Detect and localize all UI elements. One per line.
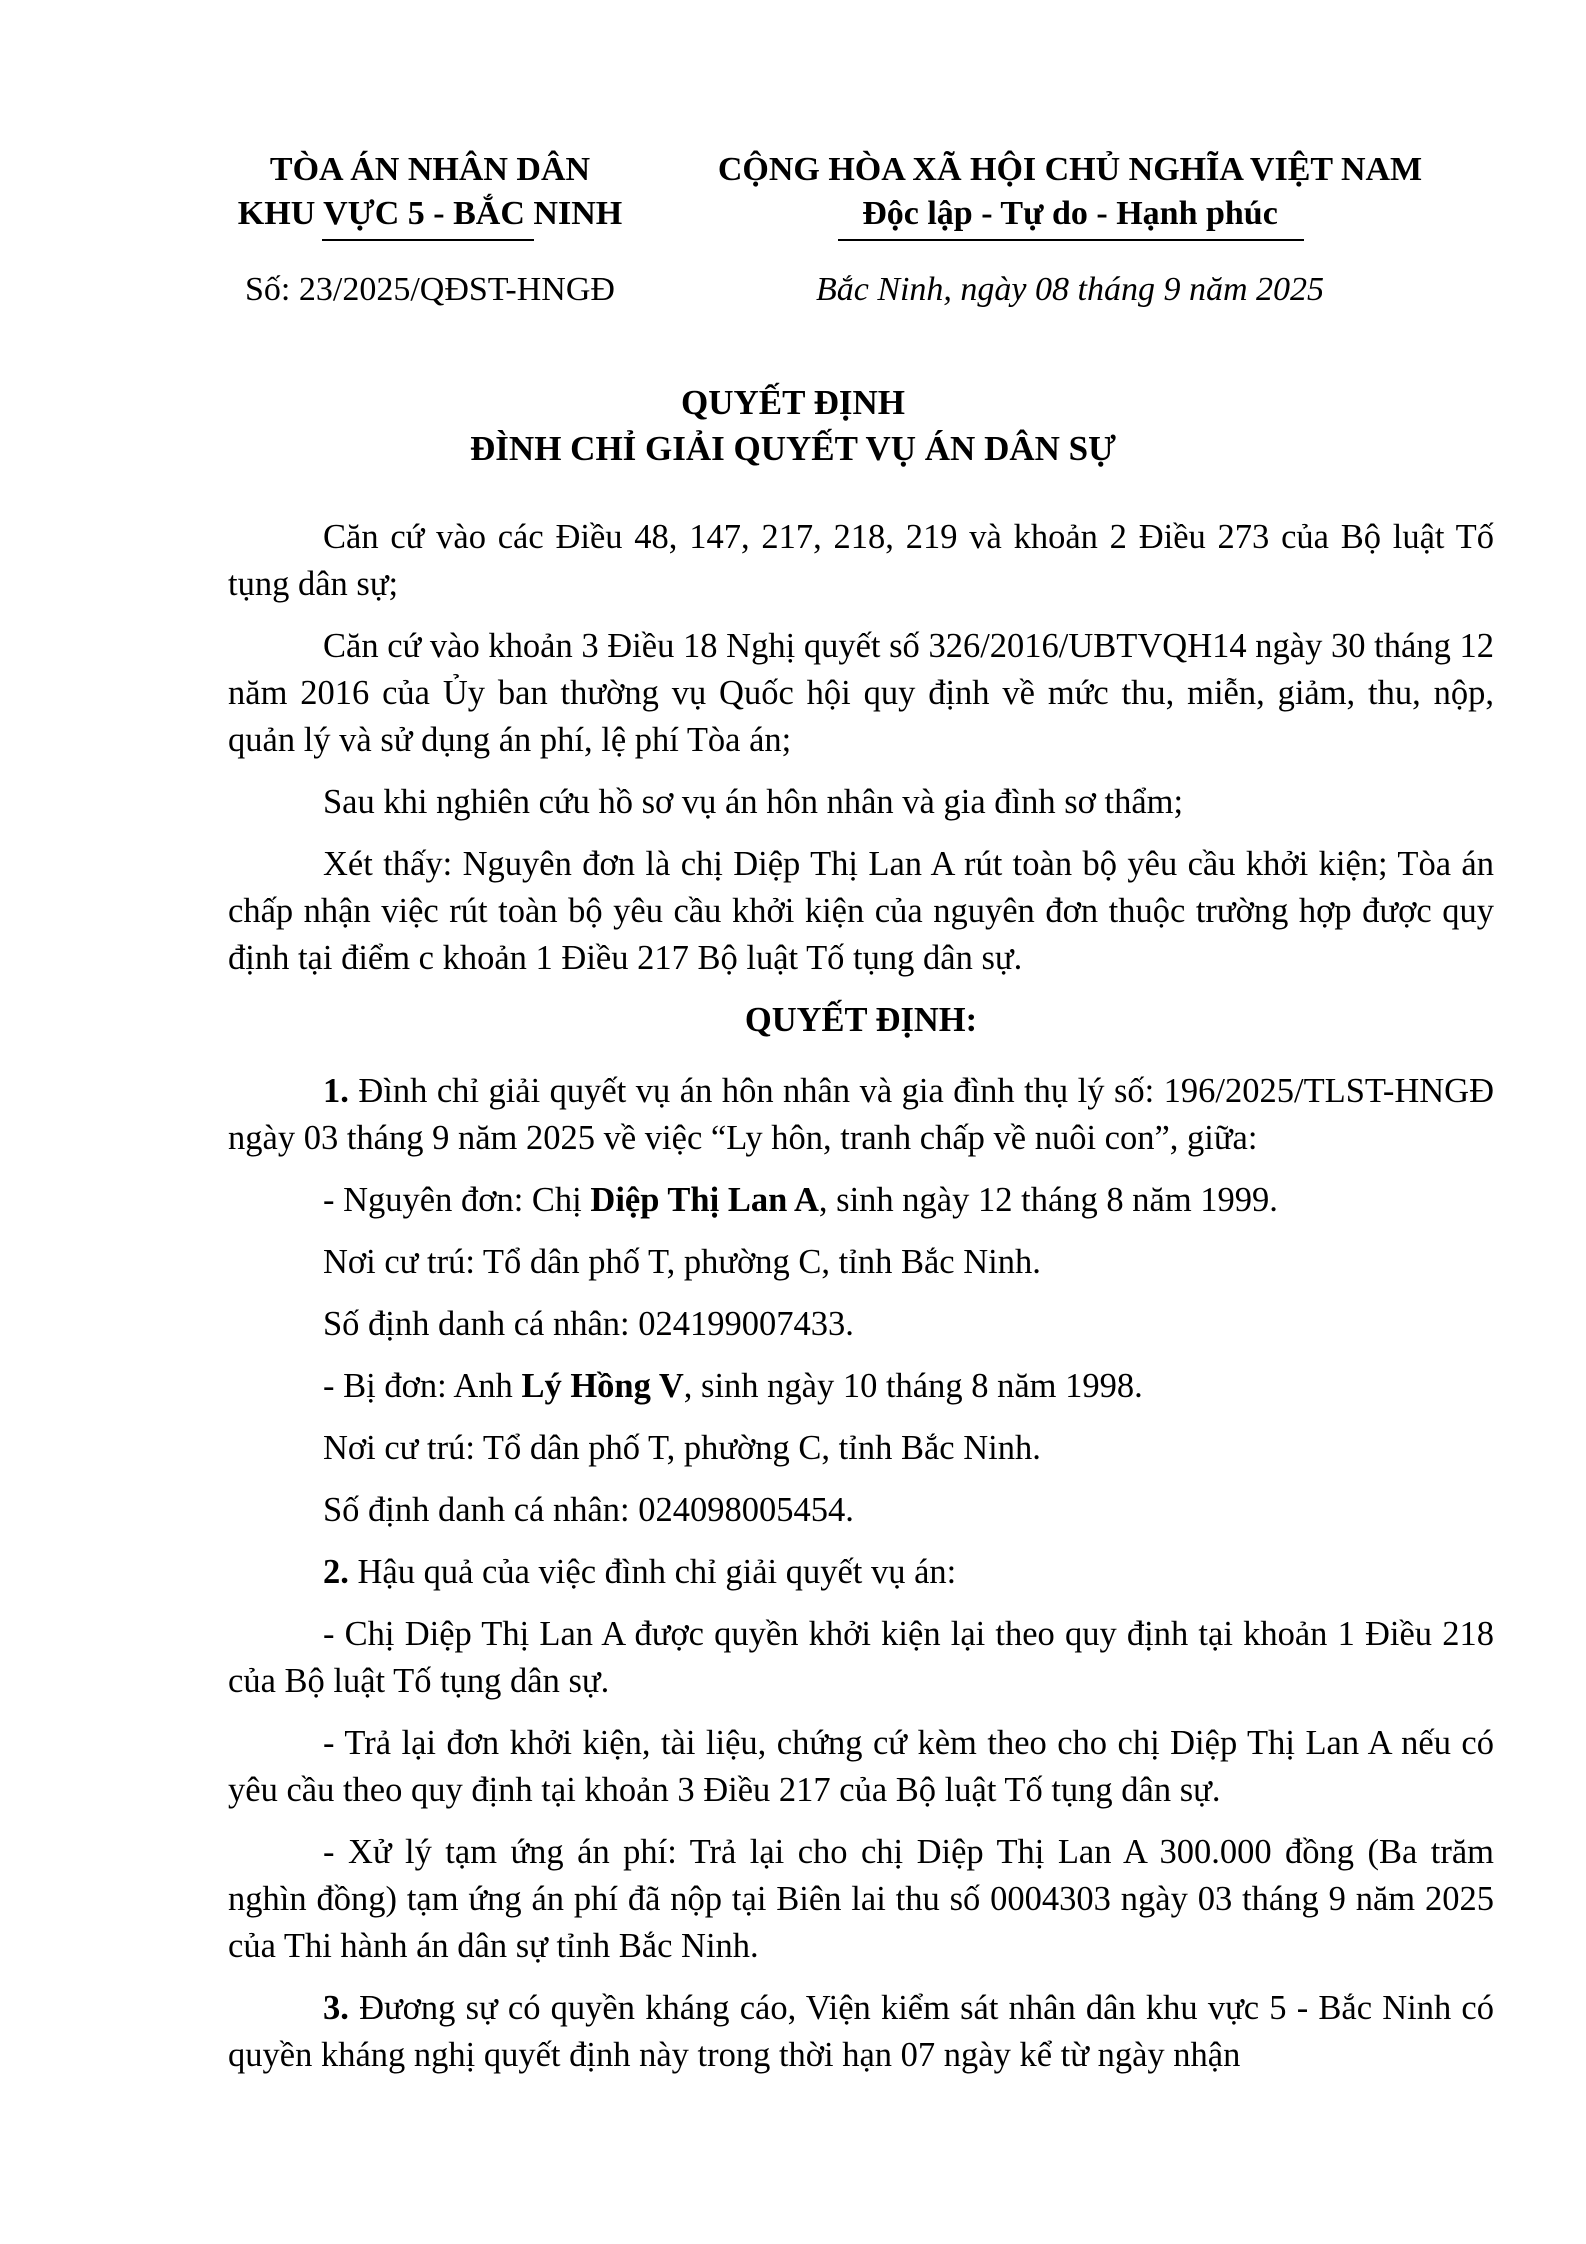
decision-item-2 (228, 1549, 1494, 1596)
document-header (0, 148, 1586, 328)
defendant-name: Lý Hồng V (521, 1367, 684, 1405)
document-title (0, 380, 1586, 472)
defendant-prefix: - Bị đơn: Anh (323, 1367, 522, 1405)
decision-item-3 (228, 1985, 1494, 2079)
findings-paragraph: Xét thấy: Nguyên đơn là chị Diệp Thị Lan A rút toàn bộ yêu cầu khởi kiện; Tòa án chấp nhận việc rút toàn bộ yêu cầu khởi kiện của nguyên đơn thuộc trường hợp được quy định tại điểm c khoản 1 Điều 217 Bộ luật Tố tụng dân sự. (228, 845, 1494, 977)
court-name-line2: KHU VỰC 5 - BẮC NINH (237, 195, 623, 232)
plaintiff-residence: Nơi cư trú: Tổ dân phố T, phường C, tỉnh Bắc Ninh. (323, 1243, 1041, 1281)
item-1-text: Đình chỉ giải quyết vụ án hôn nhân và gia đình thụ lý số: 196/2025/TLST-HNGĐ ngày 03 tháng 9 năm 2025 về việc “Ly hôn, tranh chấp về nuôi con”, giữa: (228, 1072, 1494, 1157)
plaintiff-name: Diệp Thị Lan A (590, 1181, 819, 1219)
national-title-block (700, 148, 1440, 236)
item-1-number: 1. (323, 1072, 349, 1110)
item-3-text: Đương sự có quyền kháng cáo, Viện kiểm sát nhân dân khu vực 5 - Bắc Ninh có quyền kháng nghị quyết định này trong thời hạn 07 ngày kể từ ngày nhận (228, 1989, 1494, 2074)
item-2-number: 2. (323, 1553, 349, 1591)
review-statement: Sau khi nghiên cứu hồ sơ vụ án hôn nhân và gia đình sơ thẩm; (323, 783, 1184, 821)
legal-basis-2: Căn cứ vào khoản 3 Điều 18 Nghị quyết số 326/2016/UBTVQH14 ngày 30 tháng 12 năm 2016 của Ủy ban thường vụ Quốc hội quy định về mức thu, miễn, giảm, thu, nộp, quản lý và sử dụng án phí, lệ phí Tòa án; (228, 627, 1494, 759)
legal-basis-1: Căn cứ vào các Điều 48, 147, 217, 218, 219 và khoản 2 Điều 273 của Bộ luật Tố tụng dân sự; (228, 518, 1494, 603)
court-name-line1: TÒA ÁN NHÂN DÂN (269, 151, 591, 188)
consequence-refile: - Chị Diệp Thị Lan A được quyền khởi kiện lại theo quy định tại khoản 1 Điều 218 của Bộ luật Tố tụng dân sự. (228, 1615, 1494, 1700)
plaintiff-id: Số định danh cá nhân: 024199007433. (323, 1305, 854, 1343)
item-3-number: 3. (323, 1989, 349, 2027)
plaintiff-prefix: - Nguyên đơn: Chị (323, 1181, 591, 1219)
document-number: Số: 23/2025/QĐST-HNGĐ (245, 271, 615, 308)
decision-item-1 (228, 1068, 1494, 1162)
national-title: CỘNG HÒA XÃ HỘI CHỦ NGHĨA VIỆT NAM (717, 151, 1423, 188)
consequence-return-documents: - Trả lại đơn khởi kiện, tài liệu, chứng cứ kèm theo cho chị Diệp Thị Lan A nếu có yêu cầu theo quy định tại khoản 3 Điều 217 của Bộ luật Tố tụng dân sự. (228, 1724, 1494, 1809)
decision-heading: QUYẾT ĐỊNH: (744, 1001, 978, 1039)
motto-underline (838, 239, 1304, 241)
defendant-line (228, 1363, 1494, 1410)
court-underline (322, 239, 534, 241)
plaintiff-line (228, 1177, 1494, 1224)
defendant-id: Số định danh cá nhân: 024098005454. (323, 1491, 854, 1529)
item-2-text: Hậu quả của việc đình chỉ giải quyết vụ án: (348, 1553, 957, 1591)
document-body (228, 514, 1494, 2094)
title-line2: ĐÌNH CHỈ GIẢI QUYẾT VỤ ÁN DÂN SỰ (470, 429, 1116, 468)
place-date: Bắc Ninh, ngày 08 tháng 9 năm 2025 (815, 271, 1325, 308)
defendant-residence: Nơi cư trú: Tổ dân phố T, phường C, tỉnh Bắc Ninh. (323, 1429, 1041, 1467)
plaintiff-suffix: , sinh ngày 12 tháng 8 năm 1999. (818, 1181, 1278, 1219)
court-name-block (200, 148, 660, 236)
consequence-court-fee: - Xử lý tạm ứng án phí: Trả lại cho chị Diệp Thị Lan A 300.000 đồng (Ba trăm nghìn đồng) tạm ứng án phí đã nộp tại Biên lai thu số 0004303 ngày 03 tháng 9 năm 2025 của Thi hành án dân sự tỉnh Bắc Ninh. (228, 1833, 1494, 1965)
title-line1: QUYẾT ĐỊNH (681, 383, 905, 422)
defendant-suffix: , sinh ngày 10 tháng 8 năm 1998. (683, 1367, 1143, 1405)
national-motto: Độc lập - Tự do - Hạnh phúc (862, 195, 1278, 232)
